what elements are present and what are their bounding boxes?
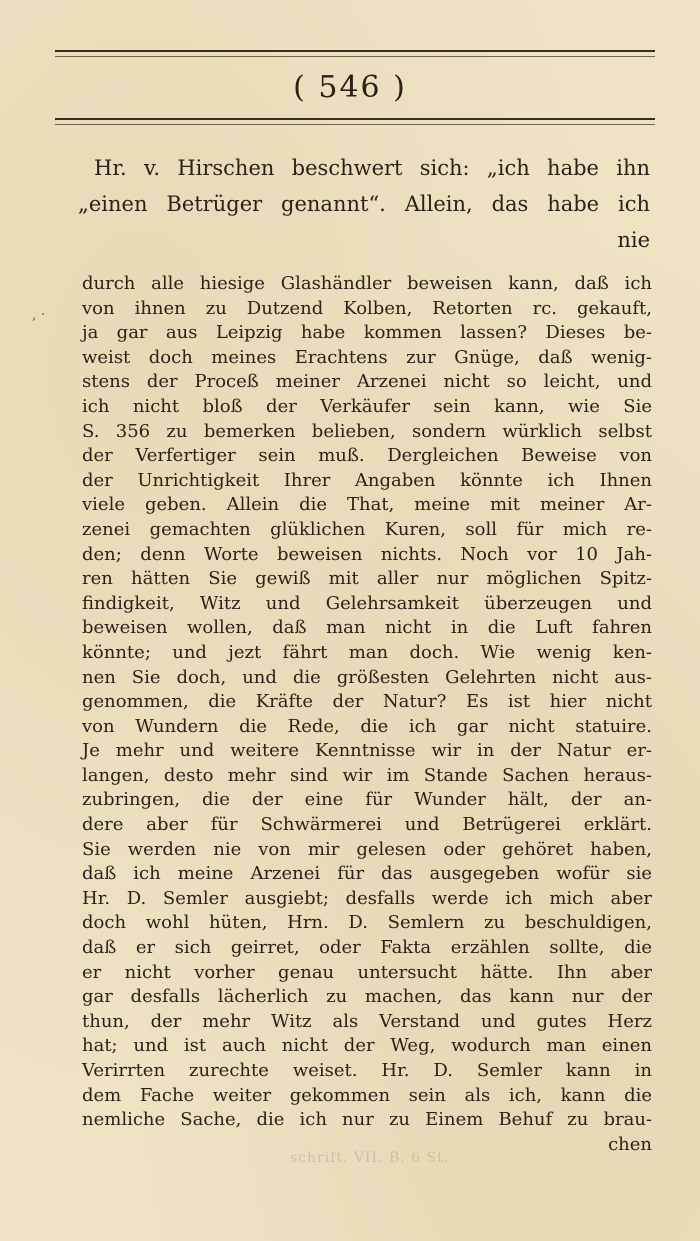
- text-line: zenei gemachten glüklichen Kuren, soll für mich re-: [82, 518, 652, 540]
- text-line: viele geben. Allein die That, meine mit meiner Ar-: [82, 494, 652, 516]
- text-line: S. 356 zu bemerken belieben, sondern würklich selbst: [82, 420, 652, 442]
- page-number: ( 546 ): [293, 70, 407, 105]
- header-rule-bottom-thin: [55, 124, 655, 125]
- body-paragraph: [82, 272, 652, 1157]
- text-line: Sie werden nie von mir gelesen oder gehöret haben,: [82, 838, 652, 860]
- text-line: den; denn Worte beweisen nichts. Noch vor 10 Jah-: [82, 543, 652, 565]
- text-line: daß ich meine Arzenei für das ausgegeben wofür sie: [82, 863, 652, 885]
- text-line: er nicht vorher genau untersucht hätte. Ihn aber: [82, 961, 652, 983]
- text-line: daß er sich geirret, oder Fakta erzählen sollte, die: [82, 937, 652, 959]
- intro-paragraph: [78, 150, 650, 258]
- text-line: thun, der mehr Witz als Verstand und gutes Herz: [82, 1010, 652, 1032]
- text-line: ja gar aus Leipzig habe kommen lassen? Dieses be-: [82, 322, 652, 344]
- header-rule-top-thin: [55, 56, 655, 57]
- text-line: doch wohl hüten, Hrn. D. Semlern zu beschuldigen,: [82, 912, 652, 934]
- text-line: Hr. D. Semler ausgiebt; desfalls werde ich mich aber: [82, 887, 652, 909]
- text-line: nen Sie doch, und die größesten Gelehrten nicht aus-: [82, 666, 652, 688]
- text-line: der Unrichtigkeit Ihrer Angaben könnte ich Ihnen: [82, 469, 652, 491]
- intro-line-catchword: nie: [617, 228, 650, 252]
- catchword: chen: [608, 1133, 652, 1155]
- text-line: weist doch meines Erachtens zur Gnüge, daß wenig-: [82, 346, 652, 368]
- text-line: dere aber für Schwärmerei und Betrügerei erklärt.: [82, 814, 652, 836]
- text-line: langen, desto mehr sind wir im Stande Sachen heraus-: [82, 764, 652, 786]
- text-line: nemliche Sache, die ich nur zu Einem Behuf zu brau-: [82, 1109, 652, 1131]
- text-line: von Wundern die Rede, die ich gar nicht statuire.: [82, 715, 652, 737]
- intro-line: Hr. v. Hirschen beschwert sich: „ich habe ihn: [94, 156, 650, 180]
- text-line: von ihnen zu Dutzend Kolben, Retorten rc. gekauft,: [82, 297, 652, 319]
- text-line: ren hätten Sie gewiß mit aller nur möglichen Spitz-: [82, 568, 652, 590]
- text-line: Verirrten zurechte weiset. Hr. D. Semler kann in: [82, 1060, 652, 1081]
- text-line: könnte; und jezt fährt man doch. Wie wenig ken-: [82, 641, 652, 663]
- text-line: dem Fache weiter gekommen sein als ich, kann die: [82, 1084, 652, 1106]
- header-rule-bottom: [55, 118, 655, 120]
- text-line: hat; und ist auch nicht der Weg, wodurch man einen: [82, 1035, 652, 1057]
- text-line: zubringen, die der eine für Wunder hält, der an-: [82, 789, 652, 811]
- intro-line: „einen Betrüger genannt“. Allein, das habe ich: [78, 192, 650, 216]
- text-line: Je mehr und weitere Kenntnisse wir in der Natur er-: [82, 740, 652, 762]
- text-line: beweisen wollen, daß man nicht in die Luft fahren: [82, 617, 652, 639]
- header-rule-top: [55, 50, 655, 52]
- text-line: ich nicht bloß der Verkäufer sein kann, wie Sie: [82, 395, 652, 417]
- text-line: der Verfertiger sein muß. Dergleichen Beweise von: [82, 445, 652, 467]
- text-line: genommen, die Kräfte der Natur? Es ist hier nicht: [82, 691, 652, 713]
- text-line: durch alle hiesige Glashändler beweisen kann, daß ich: [82, 273, 652, 294]
- margin-mark: , ·: [32, 307, 46, 323]
- bleed-through-text: schrift. VII. B. 6 St.: [290, 1150, 450, 1166]
- text-line: stens der Proceß meiner Arzenei nicht so leicht, und: [82, 371, 652, 393]
- text-line: findigkeit, Witz und Gelehrsamkeit überzeugen und: [82, 592, 652, 614]
- text-line: gar desfalls lächerlich zu machen, das kann nur der: [82, 986, 652, 1008]
